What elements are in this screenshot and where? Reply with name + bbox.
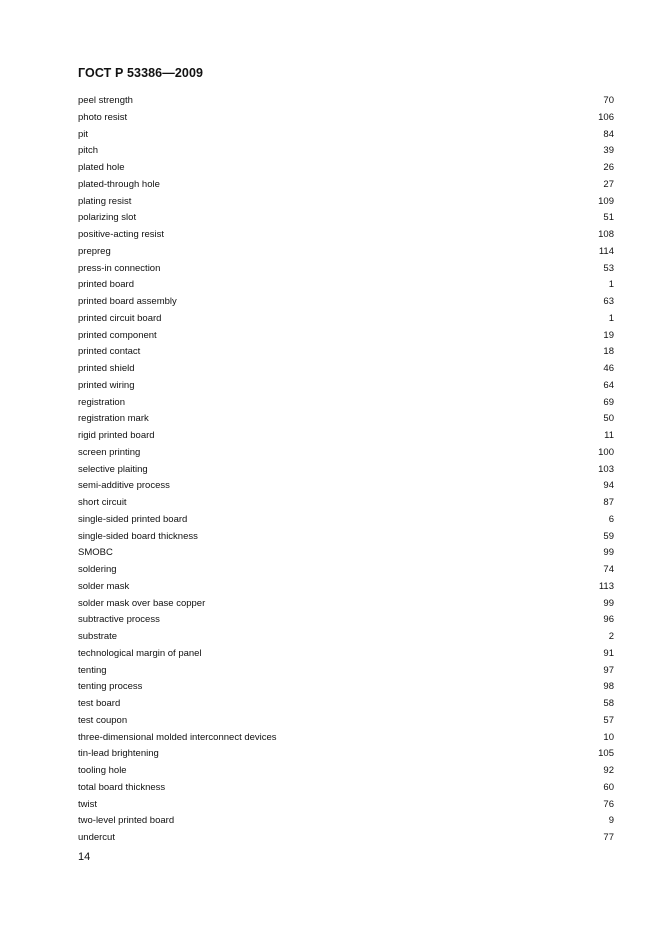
index-entry [78,378,614,395]
index-term-number: 97 [603,664,614,676]
index-term-number: 69 [603,396,614,408]
index-entry [78,746,614,763]
index-entry [78,629,614,646]
index-term-number: 19 [603,329,614,341]
index-term-number: 11 [604,430,614,441]
index-entry [78,328,614,345]
index-term: registration [78,396,125,408]
index-entry [78,411,614,428]
index-entry [78,562,614,579]
index-term-number: 39 [603,145,614,157]
index-term: printed shield [78,363,135,374]
index-entry [78,194,614,211]
index-term: plated-through hole [78,178,160,190]
index-entry [78,227,614,244]
index-term-number: 26 [603,162,614,173]
index-term-number: 84 [603,128,614,140]
index-entry [78,93,614,110]
index-term-number: 1 [608,312,614,324]
index-term: two-level printed board [78,815,175,827]
index-term-number: 27 [603,178,614,190]
index-term: substrate [78,631,118,642]
index-term-number: 92 [603,765,614,776]
index-term-number: 51 [603,212,614,224]
index-term-number: 63 [603,296,614,307]
index-term-number: 2 [608,631,614,642]
index-term-number: 91 [603,647,614,659]
index-term: short circuit [78,497,127,508]
index-term-number: 94 [603,480,614,492]
index-term-number: 6 [608,513,614,525]
index-term-number: 98 [603,681,614,693]
index-term: undercut [78,832,115,843]
index-term-number: 105 [598,748,614,760]
index-entry [78,679,614,696]
index-entry [78,780,614,797]
index-term-number: 50 [603,413,614,425]
index-entry [78,713,614,730]
index-term: prepreg [78,245,111,257]
index-term: tenting process [78,681,143,693]
index-entry [78,445,614,462]
index-entry [78,495,614,512]
index-entry [78,143,614,160]
index-entry [78,428,614,445]
index-term: printed component [78,329,157,341]
index-term: polarizing slot [78,212,137,224]
index-entry [78,261,614,278]
index-term-number: 99 [603,597,614,609]
index-term: tooling hole [78,765,127,776]
index-entry [78,545,614,562]
index-entry [78,160,614,177]
index-entry [78,395,614,412]
index-term-number: 64 [603,379,614,391]
index-entry [78,294,614,311]
page-number: 14 [78,851,91,863]
index-term-number: 76 [603,798,614,810]
index-term: printed board assembly [78,296,177,307]
index-term: test board [78,698,121,709]
index-term: total board thickness [78,781,166,793]
index-entry [78,663,614,680]
index-term-number: 70 [603,95,614,106]
index-term: single-sided board thickness [78,530,198,542]
index-entry [78,277,614,294]
index-term-number: 109 [598,195,614,207]
index-entry [78,763,614,780]
index-term-number: 57 [603,714,614,726]
index-term: subtractive process [78,614,160,626]
index-entry [78,478,614,495]
index-term: printed contact [78,346,141,358]
index-entry [78,830,614,847]
index-term-number: 106 [598,111,614,123]
index-term: pitch [78,145,99,157]
index-term: plated hole [78,162,125,173]
index-term: soldering [78,564,117,575]
index-entry [78,244,614,261]
index-entry [78,462,614,479]
index-entry [78,529,614,546]
index-entry [78,210,614,227]
index-entry [78,361,614,378]
index-entry [78,344,614,361]
index-term-number: 18 [603,346,614,358]
index-term-number: 46 [603,363,614,374]
index-term: semi-additive process [78,480,170,492]
index-term-number: 100 [598,446,614,458]
index-entry [78,512,614,529]
index-term-number: 108 [598,229,614,240]
index-term: twist [78,798,97,810]
index-entry [78,696,614,713]
index-term-number: 103 [598,463,614,475]
index-term: registration mark [78,413,149,425]
index-term: three-dimensional molded interconnect devices [78,731,277,743]
index-term-number: 58 [603,698,614,709]
index-term: rigid printed board [78,430,155,441]
index-term: solder mask [78,580,130,592]
index-term: SMOBC [78,547,113,559]
index-entry [78,813,614,830]
index-term: single-sided printed board [78,513,188,525]
index-term: tin-lead brightening [78,748,159,760]
index-entry [78,110,614,127]
index-term-number: 53 [603,262,614,274]
index-term-number: 9 [608,815,614,827]
index-term: screen printing [78,446,141,458]
index-entry [78,311,614,328]
index-entry [78,612,614,629]
index-term: selective plaiting [78,463,148,475]
index-entry [78,177,614,194]
index-term-number: 114 [598,245,614,257]
index-term: test coupon [78,714,128,726]
index-term-number: 59 [603,530,614,542]
index-term: technological margin of panel [78,647,202,659]
index-term-number: 96 [603,614,614,626]
term-index-list [78,93,614,847]
index-term: tenting [78,664,107,676]
index-term: photo resist [78,111,128,123]
document-header: ГОСТ Р 53386—2009 [78,66,204,80]
index-term-number: 113 [598,580,614,592]
index-entry [78,797,614,814]
index-entry [78,646,614,663]
index-term-number: 74 [603,564,614,575]
index-entry [78,579,614,596]
index-term-number: 87 [603,497,614,508]
index-term-number: 1 [608,279,614,291]
index-term: positive-acting resist [78,229,165,240]
index-term-number: 60 [603,781,614,793]
index-term: press-in connection [78,262,161,274]
index-term: printed circuit board [78,312,162,324]
index-term-number: 99 [603,547,614,559]
index-term: peel strength [78,95,133,106]
index-term: printed wiring [78,379,135,391]
index-term: plating resist [78,195,132,207]
index-term: solder mask over base copper [78,597,206,609]
index-entry [78,127,614,144]
index-term: printed board [78,279,134,291]
index-term-number: 10 [603,731,614,743]
index-term-number: 77 [603,832,614,843]
index-entry [78,596,614,613]
index-term: pit [78,128,89,140]
index-entry [78,730,614,747]
